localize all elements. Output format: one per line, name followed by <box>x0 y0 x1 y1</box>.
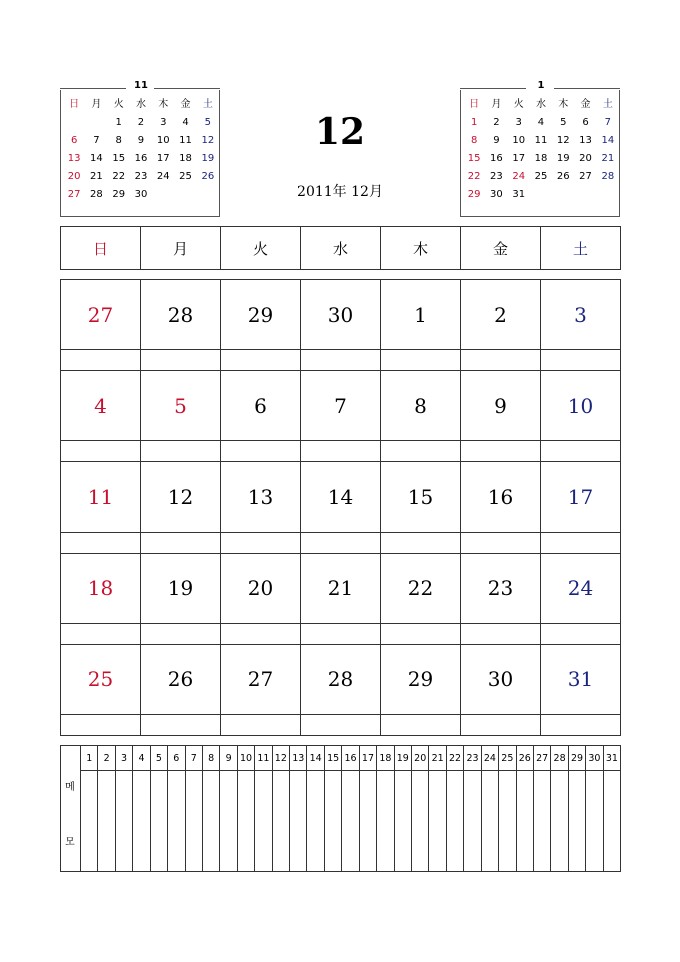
day-cell[interactable]: 20 <box>220 554 300 623</box>
memo-day-column[interactable] <box>202 746 219 871</box>
memo-day-number: 21 <box>429 746 445 771</box>
day-note-row <box>61 440 620 461</box>
week-row <box>61 553 620 644</box>
memo-day-column[interactable] <box>132 746 149 871</box>
memo-day-number: 28 <box>551 746 567 771</box>
mini-day: 10 <box>156 135 170 146</box>
mini-day: 20 <box>67 171 81 182</box>
day-note-cell[interactable] <box>61 715 140 735</box>
mini-day: 28 <box>90 189 103 200</box>
day-cell[interactable]: 5 <box>140 371 220 440</box>
memo-label <box>61 746 81 871</box>
day-note-row <box>61 714 620 735</box>
mini-day: 25 <box>534 171 548 182</box>
weekday-label: 木 <box>558 99 569 110</box>
mini-day: 19 <box>201 153 215 164</box>
mini-day: 16 <box>134 153 148 164</box>
day-cell[interactable]: 10 <box>540 371 620 440</box>
day-note-cell[interactable] <box>460 441 540 461</box>
memo-day-column[interactable] <box>516 746 533 871</box>
week-row <box>61 644 620 735</box>
day-cell[interactable]: 14 <box>300 462 380 531</box>
day-number-row <box>61 462 620 531</box>
memo-day-number: 6 <box>168 746 184 771</box>
mini-day: 11 <box>179 135 192 146</box>
month-title: 12 <box>314 111 366 153</box>
mini-calendar-table <box>463 96 619 204</box>
mini-day: 8 <box>115 135 122 146</box>
memo-day-column[interactable] <box>376 746 393 871</box>
mini-day <box>152 186 174 204</box>
header-monday: 月 <box>140 227 220 269</box>
mini-day: 1 <box>470 117 478 128</box>
mini-day: 7 <box>604 117 612 128</box>
memo-day-column[interactable] <box>324 746 341 871</box>
mini-day: 24 <box>156 171 170 182</box>
memo-day-number: 7 <box>186 746 202 771</box>
day-cell[interactable]: 8 <box>380 371 460 440</box>
memo-day-column[interactable] <box>394 746 411 871</box>
mini-day: 18 <box>179 153 192 164</box>
month-grid <box>60 279 621 736</box>
memo-day-column[interactable] <box>81 746 97 871</box>
day-note-cell[interactable] <box>220 350 300 370</box>
header-friday: 金 <box>460 227 540 269</box>
day-note-cell[interactable] <box>380 715 460 735</box>
day-cell[interactable]: 3 <box>540 280 620 349</box>
day-cell[interactable]: 7 <box>300 371 380 440</box>
day-cell[interactable]: 6 <box>220 371 300 440</box>
mini-day <box>85 114 107 132</box>
day-note-cell[interactable] <box>540 350 620 370</box>
memo-day-column[interactable] <box>603 746 620 871</box>
mini-day: 3 <box>160 117 167 128</box>
mini-day: 5 <box>204 117 212 128</box>
memo-day-number: 13 <box>290 746 306 771</box>
weekday-header <box>60 226 621 270</box>
mini-day: 21 <box>601 153 615 164</box>
mini-day: 29 <box>467 189 481 200</box>
day-note-cell[interactable] <box>300 533 380 553</box>
memo-day-column[interactable] <box>411 746 428 871</box>
memo-day-column[interactable] <box>585 746 602 871</box>
mini-day: 9 <box>137 135 145 146</box>
mini-day: 18 <box>534 153 548 164</box>
day-note-cell[interactable] <box>140 715 220 735</box>
day-note-cell[interactable] <box>61 441 140 461</box>
memo-table <box>60 745 621 872</box>
day-note-cell[interactable] <box>61 624 140 644</box>
mini-day: 27 <box>67 189 81 200</box>
day-cell[interactable]: 13 <box>220 462 300 531</box>
mini-day <box>197 186 219 204</box>
mini-day: 15 <box>467 153 481 164</box>
mini-day: 22 <box>467 171 481 182</box>
day-cell[interactable]: 28 <box>140 280 220 349</box>
day-cell[interactable]: 28 <box>300 645 380 714</box>
mini-day <box>552 186 574 204</box>
day-cell[interactable]: 9 <box>460 371 540 440</box>
memo-day-number: 26 <box>517 746 533 771</box>
memo-day-number: 17 <box>360 746 376 771</box>
day-note-cell[interactable] <box>540 441 620 461</box>
day-cell[interactable]: 25 <box>87 667 114 692</box>
day-cell[interactable]: 17 <box>540 462 620 531</box>
day-cell[interactable]: 19 <box>140 554 220 623</box>
mini-day <box>530 186 552 204</box>
weekday-label: 日 <box>69 99 80 110</box>
mini-day: 26 <box>201 171 215 182</box>
mini-day: 30 <box>134 189 148 200</box>
day-note-cell[interactable] <box>140 624 220 644</box>
day-cell[interactable]: 16 <box>460 462 540 531</box>
mini-day: 4 <box>182 117 189 128</box>
day-number-row <box>61 371 620 440</box>
week-row <box>61 461 620 552</box>
memo-day-column[interactable] <box>341 746 358 871</box>
mini-day: 12 <box>201 135 215 146</box>
mini-day: 5 <box>560 117 567 128</box>
mini-day: 9 <box>493 135 500 146</box>
mini-day: 25 <box>179 171 192 182</box>
day-note-row <box>61 349 620 370</box>
memo-day-number: 30 <box>586 746 602 771</box>
memo-day-number: 16 <box>342 746 358 771</box>
mini-calendar-title: 11 <box>134 80 148 91</box>
day-note-cell[interactable] <box>220 441 300 461</box>
header-tuesday: 火 <box>220 227 300 269</box>
mini-day: 16 <box>490 153 503 164</box>
memo-day-column[interactable] <box>550 746 567 871</box>
weekday-label: 木 <box>158 99 169 110</box>
mini-day: 20 <box>579 153 592 164</box>
day-cell[interactable]: 15 <box>380 462 460 531</box>
memo-day-column[interactable] <box>498 746 515 871</box>
mini-day: 12 <box>556 135 570 146</box>
day-number-row <box>61 280 620 349</box>
memo-day-number: 19 <box>395 746 411 771</box>
day-cell[interactable]: 30 <box>300 280 380 349</box>
weekday-label: 水 <box>535 99 546 110</box>
mini-day: 14 <box>601 135 615 146</box>
mini-day: 30 <box>490 189 503 200</box>
memo-label-bottom: 모 <box>65 837 75 848</box>
mini-day: 24 <box>512 171 526 182</box>
day-note-cell[interactable] <box>540 624 620 644</box>
weekday-label: 金 <box>180 99 191 110</box>
day-cell[interactable]: 23 <box>460 554 540 623</box>
mini-day: 6 <box>70 135 78 146</box>
day-note-row <box>61 623 620 644</box>
day-note-cell[interactable] <box>460 624 540 644</box>
week-row <box>61 370 620 461</box>
mini-calendar-title: 1 <box>537 80 545 91</box>
memo-day-column[interactable] <box>272 746 289 871</box>
mini-day: 21 <box>90 171 103 182</box>
weekday-label: 火 <box>513 99 524 110</box>
mini-day: 22 <box>112 171 126 182</box>
day-cell[interactable]: 24 <box>540 554 620 623</box>
header-wednesday: 水 <box>300 227 380 269</box>
memo-day-number: 18 <box>377 746 393 771</box>
day-note-cell[interactable] <box>540 715 620 735</box>
memo-day-number: 22 <box>447 746 463 771</box>
memo-day-column[interactable] <box>185 746 202 871</box>
memo-day-number: 5 <box>151 746 167 771</box>
memo-day-column[interactable] <box>533 746 550 871</box>
day-number-row <box>61 645 620 714</box>
day-note-cell[interactable] <box>61 533 140 553</box>
memo-day-column[interactable] <box>568 746 585 871</box>
day-cell[interactable]: 1 <box>380 280 460 349</box>
weekday-label: 土 <box>202 99 213 110</box>
memo-day-number: 3 <box>116 746 132 771</box>
day-note-cell[interactable] <box>380 533 460 553</box>
mini-day: 27 <box>579 171 592 182</box>
weekday-label: 金 <box>580 99 591 110</box>
mini-day: 13 <box>579 135 592 146</box>
week-row <box>61 280 620 370</box>
memo-day-column[interactable] <box>219 746 236 871</box>
mini-day <box>63 114 85 132</box>
memo-day-column[interactable] <box>167 746 184 871</box>
weekday-label: 月 <box>491 99 502 110</box>
memo-day-number: 2 <box>98 746 114 771</box>
day-cell[interactable]: 4 <box>94 393 107 418</box>
memo-day-column[interactable] <box>97 746 114 871</box>
mini-day <box>174 186 196 204</box>
memo-day-column[interactable] <box>463 746 480 871</box>
header-sunday: 日 <box>92 239 108 258</box>
memo-day-column[interactable] <box>115 746 132 871</box>
memo-day-number: 15 <box>325 746 341 771</box>
day-cell[interactable]: 30 <box>460 645 540 714</box>
day-note-row <box>61 532 620 553</box>
memo-day-number: 20 <box>412 746 428 771</box>
mini-day: 17 <box>156 153 170 164</box>
mini-day: 14 <box>90 153 103 164</box>
mini-day: 8 <box>470 135 478 146</box>
day-cell[interactable]: 2 <box>460 280 540 349</box>
day-note-cell[interactable] <box>300 624 380 644</box>
memo-day-number: 27 <box>534 746 550 771</box>
day-note-cell[interactable] <box>300 441 380 461</box>
day-note-cell[interactable] <box>220 624 300 644</box>
day-cell[interactable]: 27 <box>220 645 300 714</box>
weekday-label: 火 <box>113 99 124 110</box>
mini-day: 28 <box>601 171 615 182</box>
memo-day-number: 12 <box>273 746 289 771</box>
memo-label-top: 메 <box>65 782 75 793</box>
mini-day: 23 <box>134 171 148 182</box>
memo-day-column[interactable] <box>289 746 306 871</box>
day-note-cell[interactable] <box>380 350 460 370</box>
mini-day: 13 <box>67 153 81 164</box>
day-note-cell[interactable] <box>220 533 300 553</box>
day-cell[interactable]: 11 <box>87 485 114 509</box>
mini-day: 7 <box>93 135 100 146</box>
mini-day: 4 <box>537 117 545 128</box>
memo-day-column[interactable] <box>481 746 498 871</box>
memo-day-number: 29 <box>569 746 585 771</box>
mini-day: 3 <box>515 117 522 128</box>
day-note-cell[interactable] <box>140 350 220 370</box>
memo-day-number: 4 <box>133 746 149 771</box>
memo-day-number: 14 <box>307 746 323 771</box>
weekday-label: 月 <box>91 99 102 110</box>
day-cell[interactable]: 12 <box>140 462 220 531</box>
memo-day-number: 10 <box>238 746 254 771</box>
mini-day: 29 <box>112 189 126 200</box>
mini-day: 2 <box>137 117 145 128</box>
day-note-cell[interactable] <box>540 533 620 553</box>
mini-day: 15 <box>112 153 126 164</box>
day-note-cell[interactable] <box>220 715 300 735</box>
memo-day-column[interactable] <box>150 746 167 871</box>
memo-day-number: 1 <box>81 746 97 771</box>
header-saturday: 土 <box>540 227 620 269</box>
header-thursday: 木 <box>380 227 460 269</box>
memo-day-columns <box>81 746 620 871</box>
day-cell[interactable]: 26 <box>140 645 220 714</box>
day-note-cell[interactable] <box>460 533 540 553</box>
mini-calendar-previous-month <box>60 80 220 217</box>
day-note-cell[interactable] <box>140 533 220 553</box>
mini-day <box>574 186 596 204</box>
day-note-cell[interactable] <box>300 715 380 735</box>
mini-day: 17 <box>512 153 526 164</box>
mini-day: 19 <box>556 153 570 164</box>
memo-day-number: 23 <box>464 746 480 771</box>
mini-day: 2 <box>493 117 500 128</box>
weekday-label: 水 <box>135 99 146 110</box>
day-note-cell[interactable] <box>460 715 540 735</box>
day-note-cell[interactable] <box>380 624 460 644</box>
day-cell[interactable]: 29 <box>220 280 300 349</box>
mini-day: 23 <box>490 171 503 182</box>
memo-day-column[interactable] <box>306 746 323 871</box>
day-note-cell[interactable] <box>460 350 540 370</box>
memo-day-number: 9 <box>220 746 236 771</box>
day-note-cell[interactable] <box>380 441 460 461</box>
mini-day <box>597 186 619 204</box>
memo-day-number: 8 <box>203 746 219 771</box>
memo-day-number: 25 <box>499 746 515 771</box>
mini-day: 6 <box>582 117 589 128</box>
mini-day: 1 <box>115 117 122 128</box>
day-cell[interactable]: 27 <box>87 302 114 327</box>
mini-day: 11 <box>534 135 548 146</box>
year-month-subtitle: 2011年 12月 <box>297 184 383 200</box>
memo-day-number: 24 <box>482 746 498 771</box>
day-note-cell[interactable] <box>140 441 220 461</box>
day-cell[interactable]: 21 <box>300 554 380 623</box>
memo-day-column[interactable] <box>446 746 463 871</box>
day-cell[interactable]: 22 <box>380 554 460 623</box>
memo-day-column[interactable] <box>237 746 254 871</box>
mini-day: 31 <box>512 189 526 200</box>
memo-day-column[interactable] <box>254 746 271 871</box>
mini-calendar-next-month <box>460 80 620 217</box>
mini-day: 26 <box>556 171 570 182</box>
day-cell[interactable]: 18 <box>87 576 114 601</box>
memo-day-number: 31 <box>604 746 620 771</box>
memo-day-column[interactable] <box>428 746 445 871</box>
memo-day-column[interactable] <box>359 746 376 871</box>
mini-calendar-table <box>63 96 219 204</box>
weekday-label: 日 <box>469 99 480 110</box>
day-note-cell[interactable] <box>300 350 380 370</box>
day-number-row <box>61 554 620 623</box>
day-cell[interactable]: 31 <box>540 645 620 714</box>
memo-day-number: 11 <box>255 746 271 771</box>
weekday-label: 土 <box>602 99 613 110</box>
day-note-cell[interactable] <box>61 350 140 370</box>
day-cell[interactable]: 29 <box>380 645 460 714</box>
mini-day: 10 <box>512 135 526 146</box>
